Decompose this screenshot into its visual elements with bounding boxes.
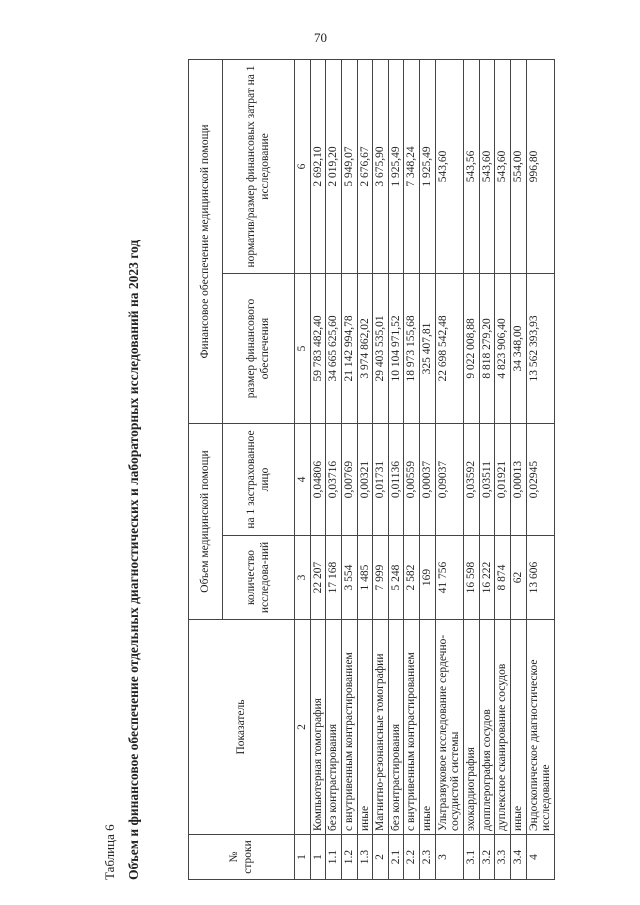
row-norm: 543,60 [435, 59, 463, 273]
data-table [188, 59, 555, 880]
row-indicator: без контрастирования [326, 620, 342, 835]
row-finance-size: 21 142 994,78 [341, 273, 357, 423]
table-row [464, 59, 480, 879]
table-row [388, 59, 404, 879]
row-count: 17 168 [326, 536, 342, 620]
row-indicator: Магнитно-резонансные томографии [373, 620, 389, 835]
table-row [357, 59, 373, 879]
row-finance-size: 10 104 971,52 [388, 273, 404, 423]
table-row [310, 59, 326, 879]
row-count: 2 582 [404, 536, 420, 620]
row-number: 1.3 [357, 835, 373, 880]
table-row [435, 59, 463, 879]
row-norm: 2 692,10 [310, 59, 326, 273]
row-norm: 543,56 [464, 59, 480, 273]
row-norm: 1 925,49 [388, 59, 404, 273]
row-norm: 7 348,24 [404, 59, 420, 273]
row-number: 4 [526, 835, 554, 880]
header-finance-size: размер финансового обеспечения [223, 273, 295, 423]
row-per-insured: 0,04806 [310, 423, 326, 535]
row-indicator: дуплексное сканирование сосудов [495, 620, 511, 835]
row-finance-size: 325 407,81 [420, 273, 436, 423]
col-number: 2 [295, 620, 311, 835]
row-indicator: эхокардиография [464, 620, 480, 835]
table-row [526, 59, 554, 879]
row-count: 13 606 [526, 536, 554, 620]
row-number: 3.1 [464, 835, 480, 880]
header-row-group [189, 59, 223, 879]
table-row [373, 59, 389, 879]
row-norm: 996,80 [526, 59, 554, 273]
row-per-insured: 0,00769 [341, 423, 357, 535]
table-row [341, 59, 357, 879]
header-finance-group: Финансовое обеспечение медицинской помощи [189, 59, 223, 423]
row-number: 2.1 [388, 835, 404, 880]
row-per-insured: 0,00037 [420, 423, 436, 535]
col-number: 5 [295, 273, 311, 423]
row-finance-size: 8 818 279,20 [479, 273, 495, 423]
row-indicator: допплерография сосудов [479, 620, 495, 835]
row-per-insured: 0,02945 [526, 423, 554, 535]
table-row [420, 59, 436, 879]
row-finance-size: 9 022 008,88 [464, 273, 480, 423]
row-number: 3.4 [510, 835, 526, 880]
col-number: 3 [295, 536, 311, 620]
row-number: 1.2 [341, 835, 357, 880]
row-finance-size: 59 783 482,40 [310, 273, 326, 423]
row-indicator: иные [420, 620, 436, 835]
row-norm: 3 675,90 [373, 59, 389, 273]
row-indicator: Эндоскопическое диагностическое исследование [526, 620, 554, 835]
header-count: количество исследова-ний [223, 536, 295, 620]
row-count: 7 999 [373, 536, 389, 620]
row-norm: 543,60 [479, 59, 495, 273]
row-count: 16 222 [479, 536, 495, 620]
row-indicator: Ультразвуковое исследование сердечно-сосудистой системы [435, 620, 463, 835]
col-number: 4 [295, 423, 311, 535]
row-number: 3 [435, 835, 463, 880]
row-per-insured: 0,09037 [435, 423, 463, 535]
row-indicator: иные [357, 620, 373, 835]
row-count: 169 [420, 536, 436, 620]
row-per-insured: 0,00321 [357, 423, 373, 535]
row-number: 1.1 [326, 835, 342, 880]
row-indicator: Компьютерная томография [310, 620, 326, 835]
row-count: 5 248 [388, 536, 404, 620]
rotated-content [80, 60, 620, 880]
row-indicator: иные [510, 620, 526, 835]
row-count: 1 485 [357, 536, 373, 620]
row-norm: 543,60 [495, 59, 511, 273]
table-row [510, 59, 526, 879]
row-norm: 2 019,20 [326, 59, 342, 273]
col-number: 6 [295, 59, 311, 273]
row-norm: 5 949,07 [341, 59, 357, 273]
row-per-insured: 0,03592 [464, 423, 480, 535]
col-number: 1 [295, 835, 311, 880]
row-finance-size: 22 698 542,48 [435, 273, 463, 423]
table-row [479, 59, 495, 879]
row-number: 3.3 [495, 835, 511, 880]
row-finance-size: 3 974 862,02 [357, 273, 373, 423]
row-per-insured: 0,00013 [510, 423, 526, 535]
row-norm: 554,00 [510, 59, 526, 273]
row-per-insured: 0,01136 [388, 423, 404, 535]
row-count: 16 598 [464, 536, 480, 620]
page-number: 70 [314, 30, 327, 45]
header-per-insured: на 1 застрахованное лицо [223, 423, 295, 535]
row-number: 2.2 [404, 835, 420, 880]
row-number: 2 [373, 835, 389, 880]
column-number-row [295, 59, 311, 879]
row-count: 8 874 [495, 536, 511, 620]
header-norm: норматив/размер финансовых затрат на 1 исследование [223, 59, 295, 273]
row-count: 62 [510, 536, 526, 620]
header-indicator: Показатель [189, 620, 295, 835]
table-caption: Таблица 6 [102, 824, 117, 880]
row-number: 1 [310, 835, 326, 880]
table-row [404, 59, 420, 879]
row-per-insured: 0,00559 [404, 423, 420, 535]
header-row-no: № строки [189, 835, 295, 880]
row-norm: 1 925,49 [420, 59, 436, 273]
row-finance-size: 34 665 625,60 [326, 273, 342, 423]
row-per-insured: 0,01731 [373, 423, 389, 535]
row-per-insured: 0,03716 [326, 423, 342, 535]
row-count: 3 554 [341, 536, 357, 620]
row-count: 41 756 [435, 536, 463, 620]
table-title: Объем и финансовое обеспечение отдельных диагностических и лабораторных исследований на 2023 год [126, 239, 141, 880]
table-row [326, 59, 342, 879]
row-finance-size: 29 403 535,01 [373, 273, 389, 423]
row-per-insured: 0,03511 [479, 423, 495, 535]
row-finance-size: 4 823 906,40 [495, 273, 511, 423]
row-indicator: с внутривенным контрастированием [341, 620, 357, 835]
table-row [495, 59, 511, 879]
row-number: 3.2 [479, 835, 495, 880]
row-norm: 2 676,67 [357, 59, 373, 273]
row-finance-size: 34 348,00 [510, 273, 526, 423]
row-indicator: с внутривенным контрастированием [404, 620, 420, 835]
row-number: 2.3 [420, 835, 436, 880]
row-finance-size: 13 562 393,93 [526, 273, 554, 423]
row-indicator: без контрастирования [388, 620, 404, 835]
row-per-insured: 0,01921 [495, 423, 511, 535]
row-count: 22 207 [310, 536, 326, 620]
header-volume-group: Объем медицинской помощи [189, 423, 223, 619]
row-finance-size: 18 973 155,68 [404, 273, 420, 423]
